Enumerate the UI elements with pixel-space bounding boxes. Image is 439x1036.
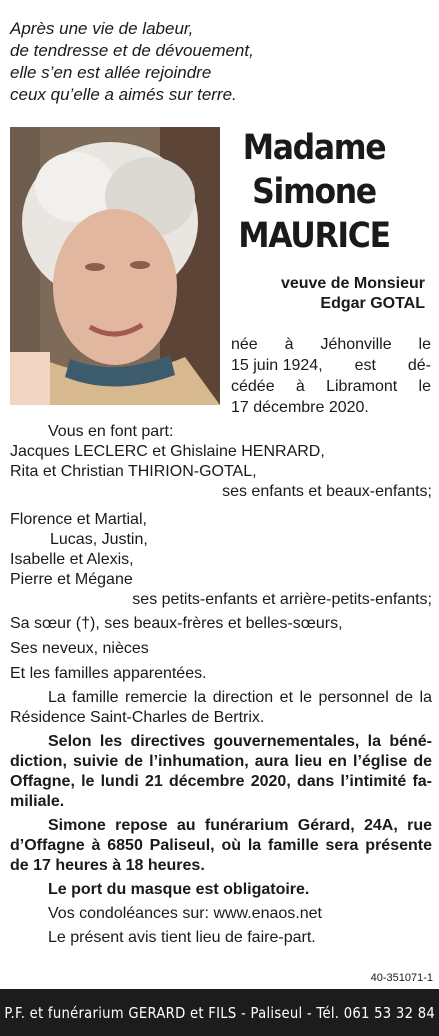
funeral-home-footer — [0, 989, 439, 1036]
nephews-line: Ses neveux, nièces — [10, 640, 149, 657]
footer-text: P.F. et funérarium GERARD et FILS - Paliseul - Tél. 061 53 32 84 — [4, 1003, 435, 1022]
grandchildren-line: Pierre et Mégane — [10, 571, 133, 588]
born-line — [231, 397, 431, 418]
word: à — [295, 378, 305, 395]
widow-of — [225, 274, 425, 314]
word: Jéhonville — [320, 336, 392, 353]
mask-notice: Le port du masque est obligatoire. — [48, 881, 310, 898]
quote-line: Après une vie de labeur, — [10, 19, 194, 38]
grandchildren-line: Lucas, Justin, — [50, 531, 148, 548]
word: née — [231, 336, 258, 353]
word: est — [354, 357, 376, 374]
rest-paragraph: Simone repose au funérarium Gérard, 24A, rue d’Offagne à 6850 Paliseul, où la famille sera présente de 17 heures à 18 heures. — [10, 817, 432, 874]
portrait-photo — [10, 127, 220, 405]
word: dé- — [407, 357, 431, 374]
grandchildren-role: ses petits-enfants et arrière-petits-enfants; — [132, 591, 432, 608]
children-line: Rita et Christian THIRION-GOTAL, — [10, 463, 257, 480]
born-line — [231, 376, 431, 397]
name-line: Madame — [242, 128, 386, 168]
word: 17 décembre 2020. — [231, 399, 369, 416]
word: à — [284, 336, 294, 353]
grandchildren-line: Florence et Martial, — [10, 511, 147, 528]
notice-body — [10, 422, 432, 948]
opening-quote — [10, 18, 254, 106]
intro: Vous en font part: — [48, 423, 174, 440]
born-line — [231, 355, 431, 376]
children-line: Jacques LECLERC et Ghislaine HENRARD, — [10, 443, 325, 460]
reference-number: 40-351071-1 — [370, 972, 433, 984]
thanks-paragraph: La famille remercie la direction et le personnel de la Résidence Saint-Charles de Bertrix. — [10, 689, 432, 726]
children-role: ses enfants et beaux-enfants; — [222, 483, 432, 500]
faire-part-notice: Le présent avis tient lieu de faire-part. — [48, 929, 316, 946]
word: le — [418, 336, 431, 353]
sister-line: Sa sœur (†), ses beaux-frères et belles-sœurs, — [10, 615, 343, 632]
widow-line: veuve de Monsieur — [280, 275, 425, 292]
word: 15 juin 1924, — [231, 357, 323, 374]
quote-line: elle s’en est allée rejoindre — [10, 63, 212, 82]
quote-line: ceux qu’elle a aimés sur terre. — [10, 85, 237, 104]
word: cédée — [231, 378, 275, 395]
word: Libramont — [326, 378, 398, 395]
birth-death-info — [231, 334, 431, 418]
grandchildren-line: Isabelle et Alexis, — [10, 551, 134, 568]
word: le — [418, 378, 431, 395]
name-line: Simone — [252, 172, 376, 212]
families-line: Et les familles apparentées. — [10, 665, 207, 682]
condolences-line: Vos condoléances sur: www.enaos.net — [48, 905, 322, 922]
deceased-name — [233, 126, 395, 258]
widow-line: Edgar GOTAL — [320, 295, 425, 312]
quote-line: de tendresse et de dévouement, — [10, 41, 254, 60]
ceremony-paragraph: Selon les directives gouvernementales, la béné-diction, suivie de l’inhumation, aura lieu en l’église de Offagne, le lundi 21 décembre 2020, dans l’intimité fa-miliale. — [10, 733, 432, 810]
name-line: MAURICE — [238, 216, 390, 256]
portrait-image — [10, 127, 220, 405]
born-line — [231, 334, 431, 355]
